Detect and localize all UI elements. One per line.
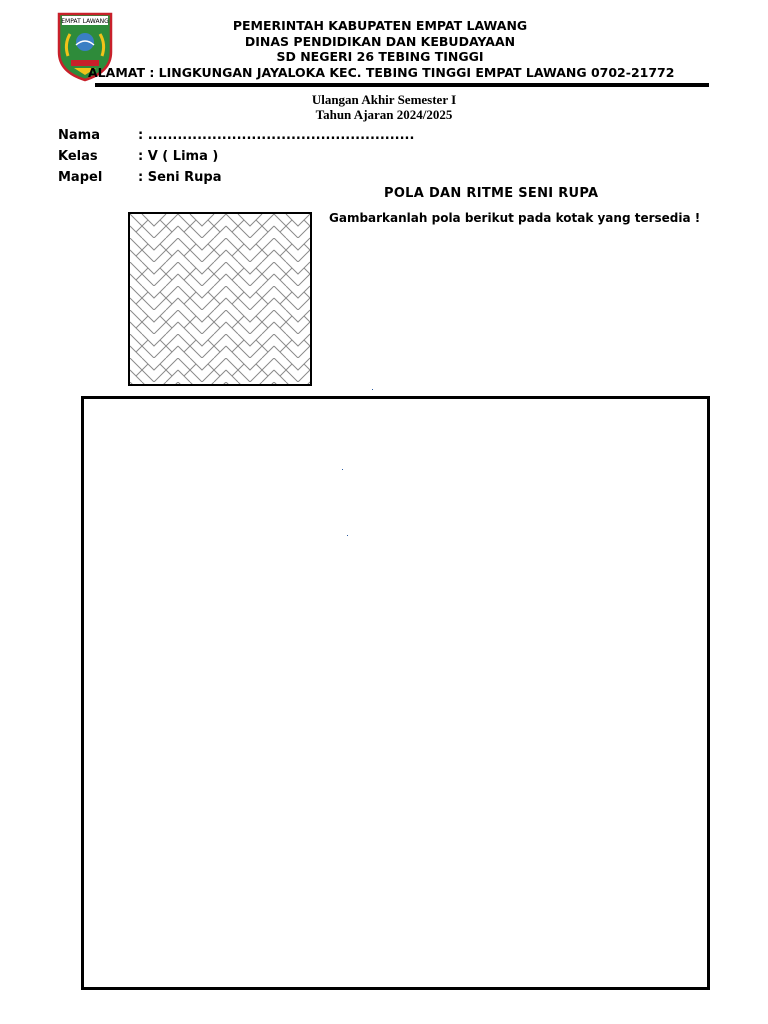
field-mapel-value: : Seni Rupa [138, 170, 222, 185]
exam-heading [0, 92, 768, 122]
logo-text: EMPAT LAWANG [61, 18, 109, 25]
letterhead-school: SD NEGERI 26 TEBING TINGGI [276, 49, 484, 64]
scan-speck [347, 535, 348, 536]
letterhead-government: PEMERINTAH KABUPATEN EMPAT LAWANG [232, 18, 528, 33]
task-title: POLA DAN RITME SENI RUPA [384, 186, 599, 201]
field-nama-value: : ...................................................... [138, 128, 415, 143]
field-nama-label: Nama [58, 128, 100, 143]
task-instruction: Gambarkanlah pola berikut pada kotak yang tersedia ! [329, 211, 701, 225]
field-kelas-label: Kelas [58, 149, 98, 164]
example-pattern [128, 212, 312, 386]
scan-speck [372, 389, 373, 390]
field-mapel [58, 170, 221, 185]
scan-speck [342, 469, 343, 470]
field-mapel-label: Mapel [58, 170, 103, 185]
letterhead-address: ALAMAT : LINGKUNGAN JAYALOKA KEC. TEBING TINGGI EMPAT LAWANG 0702-21772 [88, 64, 675, 80]
letterhead-department: DINAS PENDIDIKAN DAN KEBUDAYAAN [244, 33, 516, 49]
field-nama [58, 128, 414, 143]
drawing-area[interactable] [81, 396, 710, 990]
field-kelas-value: : V ( Lima ) [138, 149, 219, 164]
exam-year: Tahun Ajaran 2024/2025 [315, 107, 453, 122]
letterhead [88, 18, 675, 80]
field-kelas [58, 149, 218, 164]
letterhead-divider [95, 83, 709, 87]
herringbone-pattern-image [130, 214, 310, 384]
exam-name: Ulangan Akhir Semester I [311, 92, 457, 107]
